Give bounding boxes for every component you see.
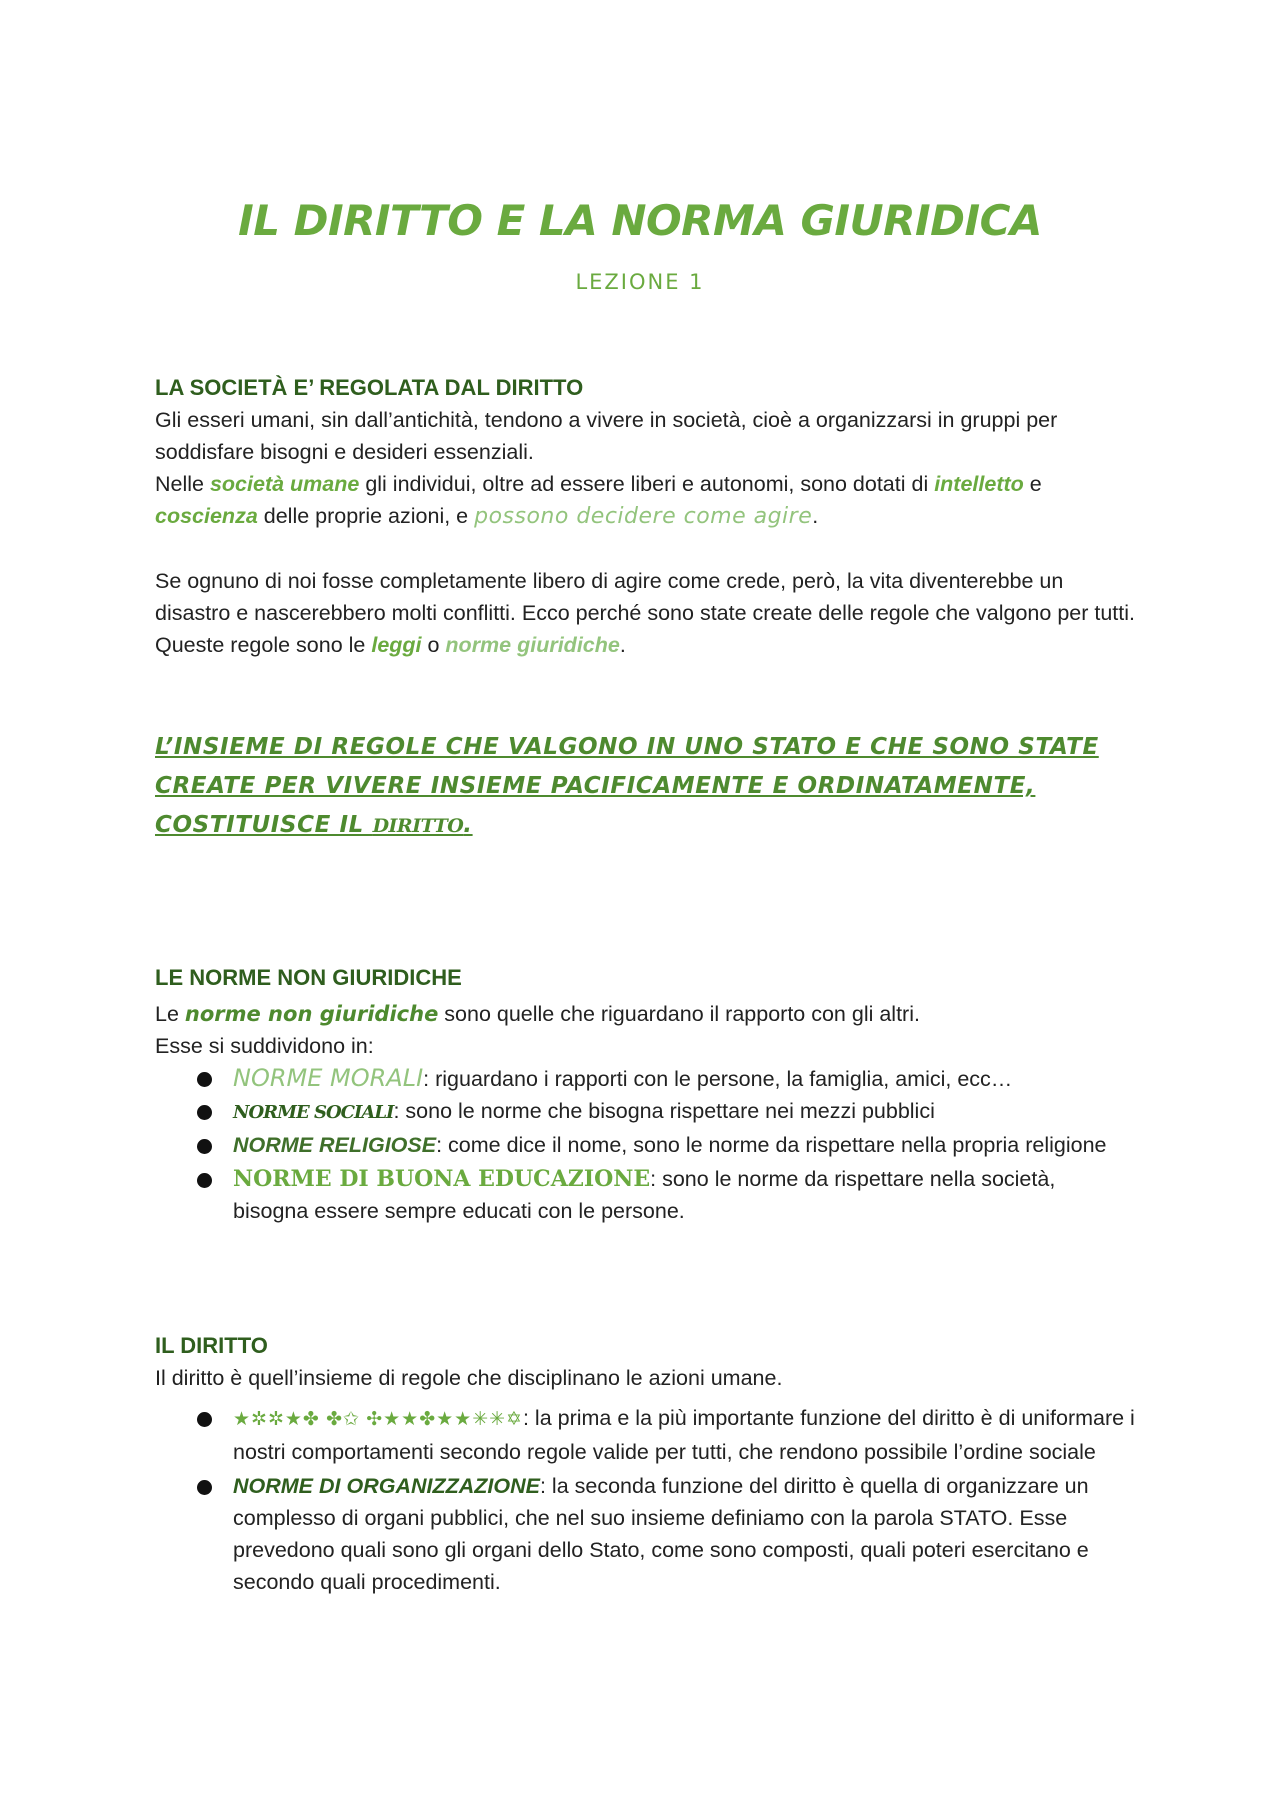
paragraph: [155, 998, 1135, 1030]
highlight-term: società umane: [209, 472, 360, 496]
text-run: .: [619, 633, 626, 657]
list-text: : la prima e la più importante funzione del diritto è di uniformare i nostri comportamenti secondo regole valide per tutti, che rendono possibile l’ordine sociale: [233, 1406, 1135, 1464]
list-item: [155, 1095, 1135, 1129]
list-term: NORME DI ORGANIZZAZIONE: [233, 1474, 540, 1498]
text-run: gli individui, oltre ad essere liberi e autonomi, sono dotati di: [359, 472, 935, 496]
bullet-icon: [197, 1139, 212, 1154]
highlight-phrase: possono decidere come agire: [474, 504, 813, 529]
list-term: ★✲✲★✤ ✤✩ ✣★★✤★★✳✳✡: [233, 1409, 523, 1430]
list-item: [155, 1470, 1135, 1598]
callout-line: L’INSIEME DI REGOLE CHE VALGONO IN UNO STATO E CHE SONO STATE: [155, 734, 1099, 760]
list-item: [155, 1163, 1135, 1227]
section-heading: LE NORME NON GIURIDICHE: [155, 965, 462, 990]
bullet-list: [155, 1062, 1135, 1227]
text-run: Le: [155, 1002, 185, 1026]
paragraph: Il diritto è quell’insieme di regole che disciplinano le azioni umane.: [155, 1366, 783, 1390]
callout-keyword: DIRITTO: [372, 815, 464, 837]
list-text: : la seconda funzione del diritto è quella di organizzare un complesso di organi pubblici, che nel suo insieme definiamo con la parola STATO. Esse prevedono quali sono gli organi dello Stato, come sono composti, quali poteri esercitano e secondo quali procedimenti.: [233, 1474, 1089, 1594]
text-run: .: [812, 504, 819, 528]
bullet-list: [155, 1402, 1135, 1598]
highlight-term: norme non giuridiche: [184, 1002, 439, 1026]
paragraph: [155, 468, 1135, 533]
list-text: : sono le norme da rispettare nella società, bisogna essere sempre educati con le persone.: [233, 1167, 1056, 1223]
paragraph: Esse si suddividono in:: [155, 1034, 374, 1058]
text-run: COSTITUISCE IL: [155, 812, 373, 838]
text-run: Se ognuno di noi fosse completamente libero di agire come crede, però, la vita diventerebbe un disastro e nascerebbero molti conflitti. Ecco perché sono state create delle regole che valgono per tutti. Queste regole sono le: [155, 569, 1135, 657]
bullet-icon: [197, 1173, 212, 1188]
list-term: NORME SOCIALI: [233, 1102, 394, 1123]
list-term: NORME MORALI: [233, 1064, 424, 1092]
text-run: e: [1023, 472, 1042, 496]
callout-line: CREATE PER VIVERE INSIEME PACIFICAMENTE E ORDINATAMENTE,: [155, 773, 1036, 799]
bullet-icon: [197, 1105, 212, 1120]
bullet-icon: [197, 1480, 212, 1495]
highlight-term: norme giuridiche: [445, 633, 620, 657]
list-term: NORME RELIGIOSE: [233, 1133, 437, 1157]
highlight-term: coscienza: [155, 504, 258, 528]
section-law: [155, 1330, 1135, 1598]
definition-callout: [155, 728, 1155, 846]
text-run: sono quelle che riguardano il rapporto con gli altri.: [438, 1002, 920, 1026]
section-heading: LA SOCIETÀ E’ REGOLATA DAL DIRITTO: [155, 375, 584, 400]
bullet-icon: [197, 1072, 212, 1087]
section-society: [155, 372, 1135, 661]
highlight-term: leggi: [371, 633, 422, 657]
page-title: IL DIRITTO E LA NORMA GIURIDICA: [238, 196, 1042, 245]
list-item: [155, 1129, 1135, 1161]
page-subtitle: LEZIONE 1: [575, 270, 705, 294]
paragraph: Gli esseri umani, sin dall’antichità, tendono a vivere in società, cioè a organizzarsi in gruppi per soddisfare bisogni e desideri essenziali.: [155, 408, 1058, 464]
list-item: [155, 1402, 1135, 1468]
section-non-legal-norms: [155, 962, 1135, 1227]
paragraph: [155, 565, 1135, 661]
text-run: Nelle: [155, 472, 210, 496]
text-run: delle proprie azioni, e: [257, 504, 475, 528]
list-text: : riguardano i rapporti con le persone, la famiglia, amici, ecc…: [423, 1067, 1013, 1091]
text-run: .: [463, 812, 473, 838]
text-run: o: [421, 633, 446, 657]
list-text: : come dice il nome, sono le norme da rispettare nella propria religione: [436, 1133, 1107, 1157]
list-term: NORME DI BUONA EDUCAZIONE: [233, 1166, 651, 1192]
section-heading: IL DIRITTO: [155, 1333, 268, 1358]
list-item: [155, 1062, 1135, 1095]
highlight-term: intelletto: [934, 472, 1024, 496]
list-text: : sono le norme che bisogna rispettare nei mezzi pubblici: [393, 1099, 935, 1123]
bullet-icon: [197, 1412, 212, 1427]
callout-line: [155, 806, 1155, 846]
